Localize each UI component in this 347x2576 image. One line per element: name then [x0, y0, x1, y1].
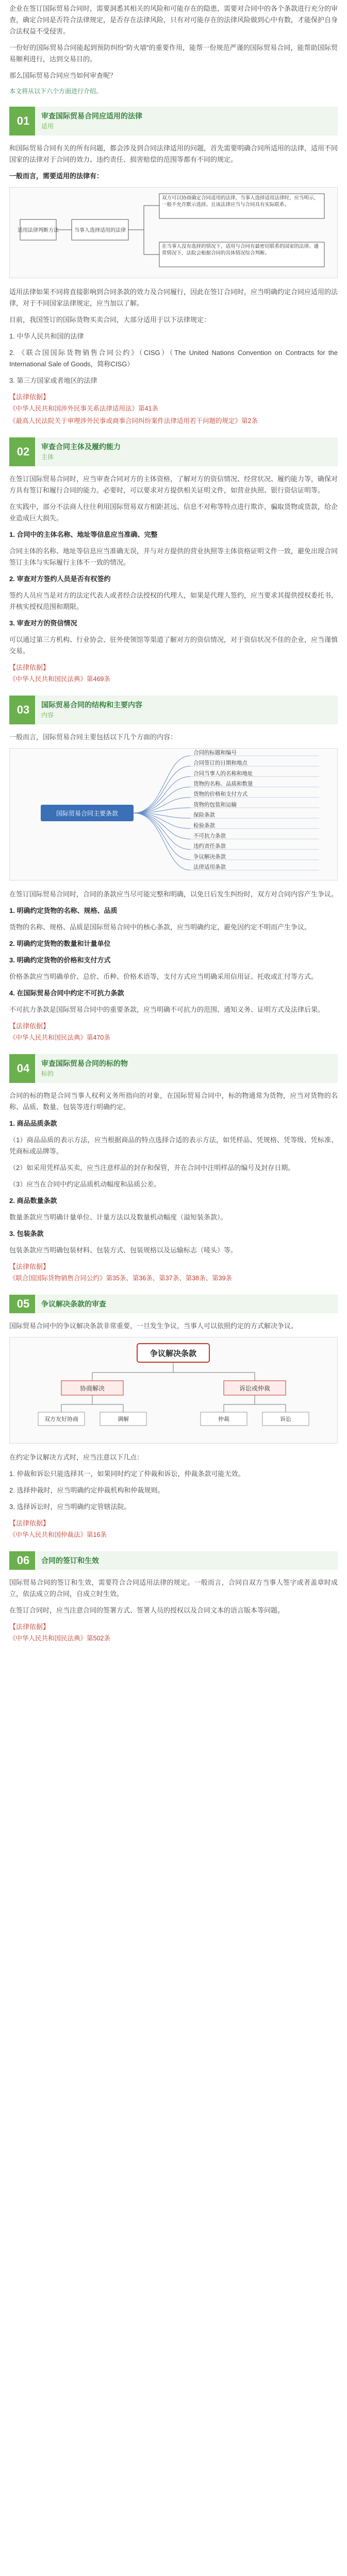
diagram-mid-box: 当事人选择适用的法律	[74, 228, 126, 233]
mindmap-item: 合同的标题和编号	[193, 750, 237, 756]
paragraph: 国际贸易合同的签订和生效，需要符合合同适用法律的规定。一般而言，合同自双方当事人签字或者盖章时成立，依法成立的合同，自成立时生效。	[9, 1579, 338, 1598]
section-title	[35, 1551, 105, 1570]
mindmap-item: 不可抗力条款	[193, 833, 226, 839]
paragraph: 价格条款应当明确单价、总价、币种、价格术语等，支付方式应当明确采用信用证、托收或汇付等方式。	[9, 973, 318, 980]
section-header	[9, 1551, 338, 1570]
mindmap-center: 国际贸易合同主要条款	[56, 810, 119, 817]
paragraph: 在实践中，部分不法商人往往利用国际贸易双方相距甚远、信息不对称等特点进行欺诈，骗取货物或货款，给企业造成巨大损失。	[9, 503, 338, 522]
mindmap-branch	[134, 813, 190, 839]
list-item: 3. 选择诉讼时，应当明确约定管辖法院。	[9, 1503, 131, 1511]
diagram-bottom-box: 在当事人没有选择的情况下，适用与合同有最密切联系的国家的法律。通常情况下，法院会根据合同的具体情况综合判断。	[162, 244, 319, 256]
section-title	[35, 1295, 112, 1313]
law-reference: 《联合国国际货物销售合同公约》第35条、第36条、第37条、第38条、第39条	[9, 1275, 233, 1282]
paragraph: 包装条款应当明确包装材料、包装方式、包装规格以及运输标志（唛头）等。	[9, 1246, 238, 1254]
dispute-branch-left: 协商解决	[79, 1385, 105, 1392]
mindmap-branch	[134, 813, 190, 850]
section-title	[35, 437, 127, 466]
law-reference: 《最高人民法院关于审理涉外民事或商事合同纠纷案件法律适用若干问题的规定》第2条	[9, 417, 258, 425]
diagram-top-box: 双方可以协商确定合同适用的法律，当事人选择适用法律时，应当明示，一般不允许默示选择。且该法律应当与合同具有实际联系。	[162, 195, 319, 208]
section-title-text: 审查国际贸易合同的标的物	[41, 1059, 128, 1067]
list-item: 2. 《联合国国际货物销售合同公约》（CISG）（The United Nations Convention on Contracts for the International Sale of Goods，简称CISG）	[9, 349, 338, 368]
law-basis-label: 【法律依据】	[9, 1022, 50, 1030]
section-header	[9, 1054, 338, 1083]
section-title-text: 审查国际贸易合同应适用的法律	[41, 112, 142, 120]
subheading: 1. 明确约定货物的名称、规格、品质	[9, 907, 118, 914]
list-item: 1. 仲裁和诉讼只能选择其一，如果同时约定了仲裁和诉讼，仲裁条款可能无效。	[9, 1470, 245, 1478]
dispute-leaf: 诉讼	[280, 1416, 291, 1422]
mindmap-item: 违约责任条款	[193, 843, 226, 850]
paragraph: 在签订合同时，应当注意合同的签署方式、签署人员的授权以及合同文本的语言版本等问题。	[9, 1606, 285, 1614]
dispute-leaf: 调解	[118, 1416, 129, 1422]
mindmap-diagram	[9, 748, 338, 880]
paragraph: 一般而言，需要适用的法律有：	[9, 172, 104, 180]
mindmap-item: 货物的价格和支付方式	[193, 791, 247, 798]
subheading: 3. 明确约定货物的价格和支付方式	[9, 956, 111, 964]
law-reference: 《中华人民共和国涉外民事关系法律适用法》第41条	[9, 405, 158, 412]
paragraph: 货物的名称、规格、品质是国际贸易合同中的核心条款，应当明确约定，避免因约定不明而产生争议。	[9, 923, 311, 931]
paragraph: 在签订国际贸易合同时，应当审查合同对方的主体资格，了解对方的资信情况、经营状况、履约能力等，确保对方具有签订和履行合同的能力。必要时，可以要求对方提供相关证明文件，如营业执照、银行资信证明等。	[9, 475, 338, 494]
section-number: 05	[11, 1295, 35, 1313]
section-header	[9, 1295, 338, 1313]
section-subtitle: 标的	[41, 1070, 54, 1077]
section-title-text: 审查合同主体及履约能力	[41, 443, 121, 451]
dispute-title: 争议解决条款	[150, 1349, 197, 1358]
mindmap-item: 保险条款	[193, 812, 215, 819]
section-number: 01	[11, 107, 35, 135]
mindmap-item: 合同签订的日期和地点	[193, 760, 247, 767]
mindmap-branch	[134, 756, 190, 813]
law-basis-label: 【法律依据】	[9, 1623, 50, 1631]
law-reference: 《中华人民共和国民法典》第502条	[9, 1635, 110, 1642]
paragraph: 和国际贸易合同有关的所有问题，都会涉及到合同法律适用的问题，首先需要明确合同所适用的法律，适用不同国家的法律对于合同的效力、违约责任、损害赔偿的范围等都有不同的规定。	[9, 144, 338, 163]
mindmap-branch	[134, 813, 190, 870]
mindmap-item: 合同当事人的名称和地址	[193, 770, 253, 777]
section-title	[35, 107, 148, 135]
section-title-text: 国际贸易合同的结构和主要内容	[41, 701, 142, 709]
section-number: 04	[11, 1054, 35, 1083]
intro-note: 本文将从以下六个方面进行介绍。	[9, 88, 103, 95]
section-title	[35, 696, 148, 724]
paragraph: 可以通过第三方机构、行业协会、驻外使领馆等渠道了解对方的资信情况，对于资信状况不佳的企业，应当谨慎交易。	[9, 636, 338, 655]
law-reference: 《中华人民共和国仲裁法》第16条	[9, 1531, 107, 1538]
paragraph: 目前，我国签订的国际货物买卖合同，大部分适用于以下法律规定：	[9, 316, 211, 324]
paragraph: （1）商品品质的表示方法，应当根据商品的特点选择合适的表示方法，如凭样品、凭规格、凭等级、凭标准、凭商标或品牌等。	[9, 1136, 338, 1155]
mindmap-item: 货物的名称、品质和数量	[193, 781, 253, 787]
diagram-left-box: 适用法律判断方法	[18, 228, 59, 233]
section-header	[9, 696, 338, 724]
paragraph: 在签订国际贸易合同时，合同的条款应当尽可能完整和明确，以免日后发生纠纷时，双方对合同内容产生争议。	[9, 890, 338, 898]
law-basis-label: 【法律依据】	[9, 664, 50, 671]
paragraph: （3）应当在合同中约定品质机动幅度和品质公差。	[9, 1180, 161, 1188]
mindmap-item: 法律适用条款	[193, 864, 226, 870]
law-choice-diagram	[9, 187, 338, 278]
law-basis-label: 【法律依据】	[9, 1263, 50, 1270]
paragraph: 签约人员应当是对方的法定代表人或者经合法授权的代理人，如果是代理人签约，应当要求其提供授权委托书，并核实授权范围和期限。	[9, 591, 338, 611]
paragraph: 适用法律如果不同将直接影响到合同条款的效力及合同履行，因此在签订合同时，应当明确约定合同应适用的法律，对于不同国家法律规定，应当加以了解。	[9, 288, 338, 307]
subheading: 2. 明确约定货物的数量和计量单位	[9, 940, 111, 947]
mindmap-item: 检验条款	[193, 822, 215, 829]
subheading: 3. 包装条款	[9, 1230, 44, 1238]
paragraph: 一般而言，国际贸易合同主要包括以下几个方面的内容：	[9, 733, 177, 741]
section-subtitle: 适用	[41, 123, 54, 130]
subheading: 4. 在国际贸易合同中约定不可抗力条款	[9, 989, 124, 997]
paragraph: 合同主体的名称、地址等信息应当准确无误，并与对方提供的营业执照等主体资格证明文件一致，避免出现合同签订主体与实际履行主体不一致的情况。	[9, 547, 338, 566]
law-basis-label: 【法律依据】	[9, 393, 50, 401]
paragraph: 不可抗力条款是国际贸易合同中的重要条款，应当明确不可抗力的范围、通知义务、证明方式及法律后果。	[9, 1006, 325, 1013]
mindmap-branch	[134, 787, 190, 813]
section-title	[35, 1054, 134, 1083]
mindmap-branch	[134, 776, 190, 813]
intro-paragraph: 一份好的国际贸易合同能起到预防纠纷“防火墙”的重要作用，能帮一份规范严谨的国际贸易合同，能帮助国际贸易顺利进行，达到交易目的。	[9, 44, 338, 63]
paragraph: 在约定争议解决方式时，应当注意以下几点：	[9, 1453, 144, 1461]
subheading: 3. 审查对方的资信情况	[9, 619, 77, 627]
section-header	[9, 107, 338, 135]
mindmap-item: 争议解决条款	[193, 853, 226, 860]
intro-question: 那么国际贸易合同应当如何审查呢？	[9, 72, 117, 79]
paragraph: （2）如采用凭样品买卖，应当注意样品的封存和保管，并在合同中注明样品的编号及封存日期。	[9, 1164, 295, 1172]
subheading: 2. 审查对方签约人员是否有权签约	[9, 575, 111, 583]
paragraph: 数量条款应当明确计量单位、计量方法以及数量机动幅度（溢短装条款）。	[9, 1213, 227, 1221]
section-number: 06	[11, 1551, 35, 1570]
section-number: 03	[11, 696, 35, 724]
section-title-text: 争议解决条款的审查	[41, 1300, 106, 1308]
subheading: 1. 商品品质条款	[9, 1120, 57, 1127]
section-subtitle: 主体	[41, 453, 54, 461]
law-reference: 《中华人民共和国民法典》第470条	[9, 1034, 110, 1041]
intro-paragraph: 企业在签订国际贸易合同时，需要洞悉其相关的风险和可能存在的隐患，需要对合同中的各个条款进行充分的审查，确定合同是否符合法律规定，是否存在法律风险，只有对可能存在的法律风险做到心中有数，才能保护自身合法权益不受侵害。	[9, 5, 338, 35]
dispute-leaf: 双方友好协商	[44, 1416, 78, 1422]
paragraph: 合同的标的物是合同当事人权利义务所指向的对象，在国际贸易合同中，标的物通常为货物，应当对货物的名称、品质、数量、包装等进行明确约定。	[9, 1092, 338, 1111]
subheading: 2. 商品数量条款	[9, 1197, 57, 1205]
dispute-leaf: 仲裁	[218, 1416, 229, 1422]
list-item: 3. 第三方国家或者地区的法律	[9, 377, 97, 384]
list-item: 1. 中华人民共和国的法律	[9, 332, 84, 340]
law-reference: 《中华人民共和国民法典》第469条	[9, 675, 110, 683]
section-subtitle: 内容	[41, 711, 54, 719]
dispute-diagram	[9, 1337, 338, 1444]
section-header	[9, 437, 338, 466]
dispute-branch-right: 诉讼或仲裁	[239, 1385, 271, 1392]
section-title-text: 合同的签订和生效	[41, 1556, 99, 1565]
section-number: 02	[11, 437, 35, 466]
law-basis-label: 【法律依据】	[9, 1519, 50, 1527]
list-item: 2. 选择仲裁时，应当明确约定仲裁机构和仲裁规则。	[9, 1486, 164, 1494]
subheading: 1. 合同中的主体名称、地址等信息应当准确、完整	[9, 531, 158, 538]
mindmap-item: 货物的包装和运输	[193, 801, 237, 808]
paragraph: 国际贸易合同中的争议解决条款非常重要，一旦发生争议，当事人可以依照约定的方式解决争议。	[9, 1322, 298, 1330]
